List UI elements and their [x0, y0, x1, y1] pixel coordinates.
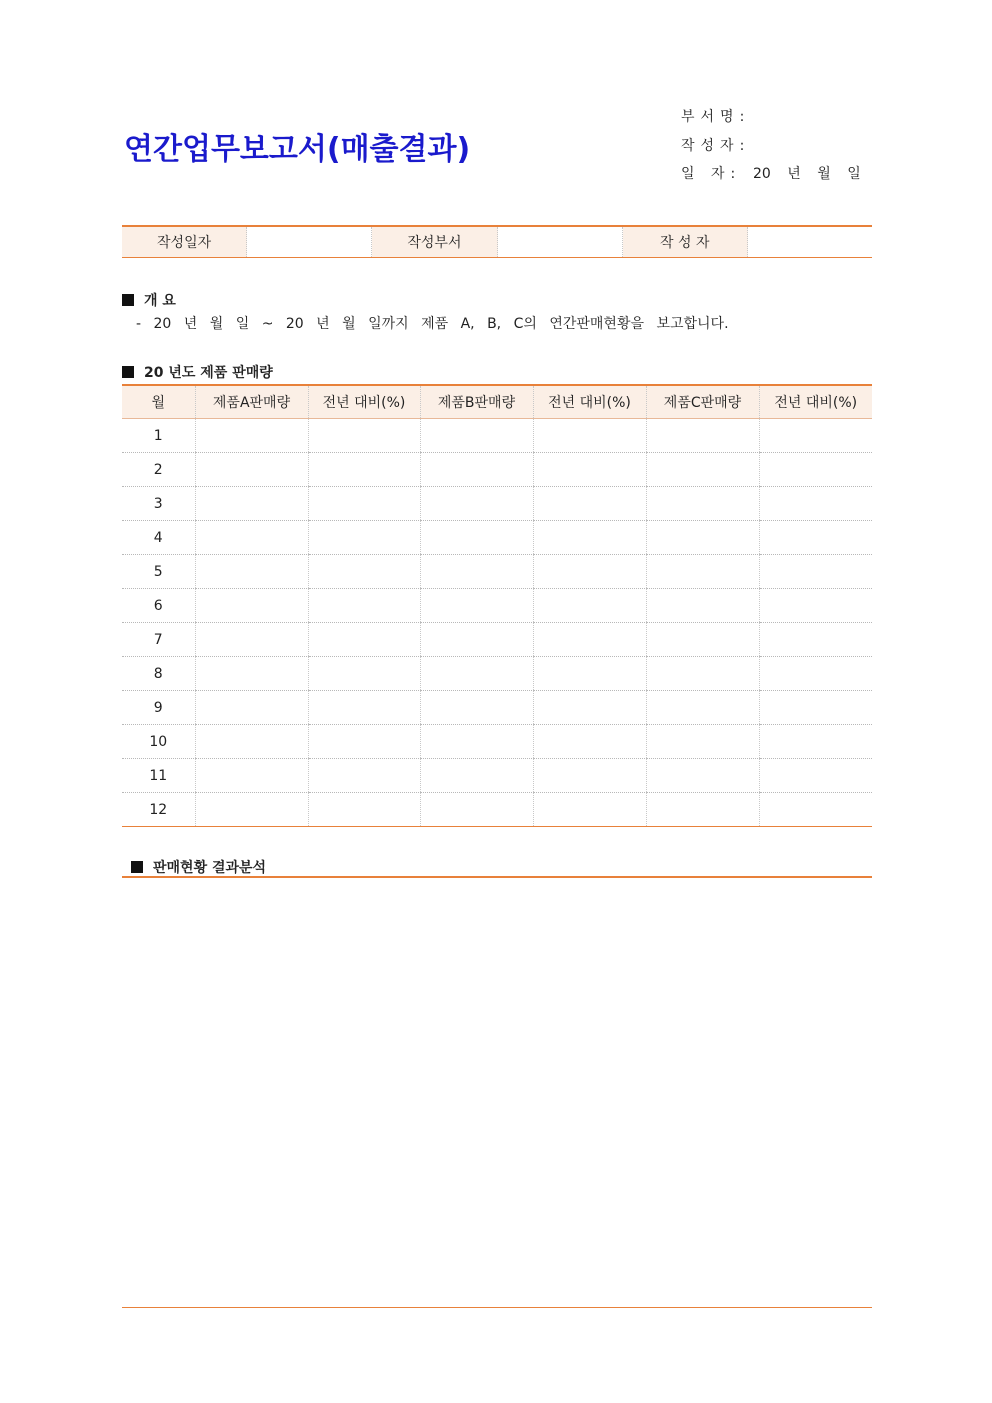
- month-cell: 12: [149, 801, 168, 818]
- value-cell[interactable]: [533, 453, 646, 487]
- value-cell[interactable]: [533, 589, 646, 623]
- value-cell[interactable]: [759, 589, 872, 623]
- month-cell: 5: [122, 555, 195, 589]
- table-row: [122, 453, 872, 487]
- table-row: [122, 793, 872, 827]
- value-cell[interactable]: [759, 555, 872, 589]
- value-cell[interactable]: [420, 555, 533, 589]
- value-cell[interactable]: [195, 453, 308, 487]
- table-row: [122, 623, 872, 657]
- col-header-yoy-a: 전년 대비(%): [308, 385, 420, 419]
- value-cell[interactable]: [195, 419, 308, 453]
- meta-author: [681, 131, 861, 160]
- date-value: 20 년 월 일: [753, 166, 861, 183]
- value-cell[interactable]: [308, 725, 420, 759]
- table-row: [122, 419, 872, 453]
- value-cell[interactable]: [646, 589, 759, 623]
- table-row: [122, 657, 872, 691]
- value-cell[interactable]: [420, 487, 533, 521]
- value-cell[interactable]: [533, 691, 646, 725]
- info-dept-field[interactable]: [498, 227, 623, 257]
- date-label: 일 자:: [681, 166, 742, 183]
- value-cell[interactable]: [759, 725, 872, 759]
- author-label: 작성자:: [681, 137, 751, 154]
- month-cell: 11: [122, 759, 195, 793]
- value-cell[interactable]: [759, 657, 872, 691]
- sales-header-row: [122, 385, 872, 419]
- value-cell[interactable]: [533, 725, 646, 759]
- col-header-yoy-c: 전년 대비(%): [759, 385, 872, 419]
- info-author-label: 작 성 자: [623, 227, 748, 257]
- value-cell[interactable]: [420, 623, 533, 657]
- table-row: [122, 521, 872, 555]
- value-cell[interactable]: [759, 623, 872, 657]
- value-cell[interactable]: [420, 725, 533, 759]
- info-author-field[interactable]: [748, 227, 872, 257]
- value-cell[interactable]: [195, 487, 308, 521]
- value-cell[interactable]: [420, 759, 533, 793]
- table-row: [122, 555, 872, 589]
- value-cell[interactable]: [646, 555, 759, 589]
- value-cell[interactable]: [308, 453, 420, 487]
- value-cell[interactable]: [308, 657, 420, 691]
- value-cell[interactable]: [195, 691, 308, 725]
- value-cell[interactable]: [420, 793, 533, 827]
- col-header-yoy-b: 전년 대비(%): [533, 385, 646, 419]
- value-cell[interactable]: [420, 453, 533, 487]
- value-cell[interactable]: [759, 419, 872, 453]
- value-cell[interactable]: [533, 623, 646, 657]
- value-cell[interactable]: [533, 419, 646, 453]
- value-cell[interactable]: [646, 419, 759, 453]
- overview-text: - 20 년 월 일 ~ 20 년 월 일까지 제품 A, B, C의 연간판매현황을 보고합니다.: [136, 316, 729, 332]
- value-cell[interactable]: [646, 759, 759, 793]
- square-bullet-icon: [122, 294, 134, 306]
- info-dept-label: 작성부서: [372, 227, 497, 257]
- value-cell[interactable]: [420, 691, 533, 725]
- value-cell[interactable]: [646, 487, 759, 521]
- value-cell[interactable]: [195, 759, 308, 793]
- value-cell[interactable]: [759, 453, 872, 487]
- result-heading: [131, 857, 266, 877]
- table-row: [122, 725, 872, 759]
- value-cell[interactable]: [646, 623, 759, 657]
- value-cell[interactable]: [646, 521, 759, 555]
- value-cell[interactable]: [759, 521, 872, 555]
- value-cell[interactable]: [646, 725, 759, 759]
- month-cell: 2: [122, 453, 195, 487]
- table-row: [122, 589, 872, 623]
- value-cell[interactable]: [533, 521, 646, 555]
- overview-heading-text: 개 요: [144, 293, 176, 309]
- value-cell[interactable]: [308, 793, 420, 827]
- page-title: 연간업무보고서(매출결과): [124, 132, 471, 167]
- value-cell[interactable]: [308, 623, 420, 657]
- document-meta: [681, 102, 861, 188]
- month-cell: 9: [122, 691, 195, 725]
- value-cell[interactable]: [759, 691, 872, 725]
- value-cell[interactable]: [308, 691, 420, 725]
- result-heading-text: 판매현황 결과분석: [153, 860, 267, 876]
- col-header-month: 월: [122, 385, 195, 419]
- value-cell[interactable]: [420, 419, 533, 453]
- month-cell: 1: [122, 419, 195, 453]
- sales-heading-text: 20 년도 제품 판매량: [144, 365, 273, 381]
- month-cell: 3: [122, 487, 195, 521]
- sales-heading: [122, 362, 273, 382]
- info-date-label: 작성일자: [122, 227, 247, 257]
- square-bullet-icon: [131, 861, 143, 873]
- table-row: [122, 487, 872, 521]
- value-cell[interactable]: [420, 589, 533, 623]
- month-cell: 6: [122, 589, 195, 623]
- value-cell[interactable]: [308, 419, 420, 453]
- value-cell[interactable]: [420, 657, 533, 691]
- value-cell[interactable]: [533, 555, 646, 589]
- value-cell[interactable]: [195, 555, 308, 589]
- value-cell[interactable]: [195, 623, 308, 657]
- month-cell: 8: [122, 657, 195, 691]
- meta-date: [681, 159, 861, 188]
- dept-label: 부서명:: [681, 109, 751, 126]
- month-cell: 4: [122, 521, 195, 555]
- info-date-field[interactable]: [247, 227, 372, 257]
- col-header-product-b: 제품B판매량: [420, 385, 533, 419]
- table-row: [122, 759, 872, 793]
- value-cell[interactable]: [195, 521, 308, 555]
- meta-dept: [681, 102, 861, 131]
- value-cell[interactable]: [533, 657, 646, 691]
- value-cell[interactable]: [195, 725, 308, 759]
- value-cell[interactable]: [646, 691, 759, 725]
- sales-table: [122, 384, 872, 827]
- value-cell[interactable]: [533, 759, 646, 793]
- value-cell[interactable]: [308, 589, 420, 623]
- value-cell[interactable]: [308, 487, 420, 521]
- value-cell[interactable]: [195, 657, 308, 691]
- value-cell[interactable]: [646, 453, 759, 487]
- col-header-product-a: 제품A판매량: [195, 385, 308, 419]
- value-cell[interactable]: [646, 793, 759, 827]
- square-bullet-icon: [122, 366, 134, 378]
- value-cell[interactable]: [195, 793, 308, 827]
- month-cell: 10: [122, 725, 195, 759]
- value-cell[interactable]: [759, 487, 872, 521]
- overview-heading: [122, 290, 176, 310]
- month-cell: 7: [122, 623, 195, 657]
- info-table: [122, 225, 872, 258]
- footer-divider: [122, 1307, 872, 1308]
- value-cell[interactable]: [308, 555, 420, 589]
- value-cell[interactable]: [759, 759, 872, 793]
- value-cell[interactable]: [308, 759, 420, 793]
- value-cell[interactable]: [759, 793, 872, 827]
- result-divider: [122, 876, 872, 878]
- value-cell[interactable]: [646, 657, 759, 691]
- col-header-product-c: 제품C판매량: [646, 385, 759, 419]
- value-cell[interactable]: [533, 487, 646, 521]
- value-cell[interactable]: [533, 793, 646, 827]
- value-cell[interactable]: [420, 521, 533, 555]
- value-cell[interactable]: [308, 521, 420, 555]
- table-row: [122, 691, 872, 725]
- value-cell[interactable]: [195, 589, 308, 623]
